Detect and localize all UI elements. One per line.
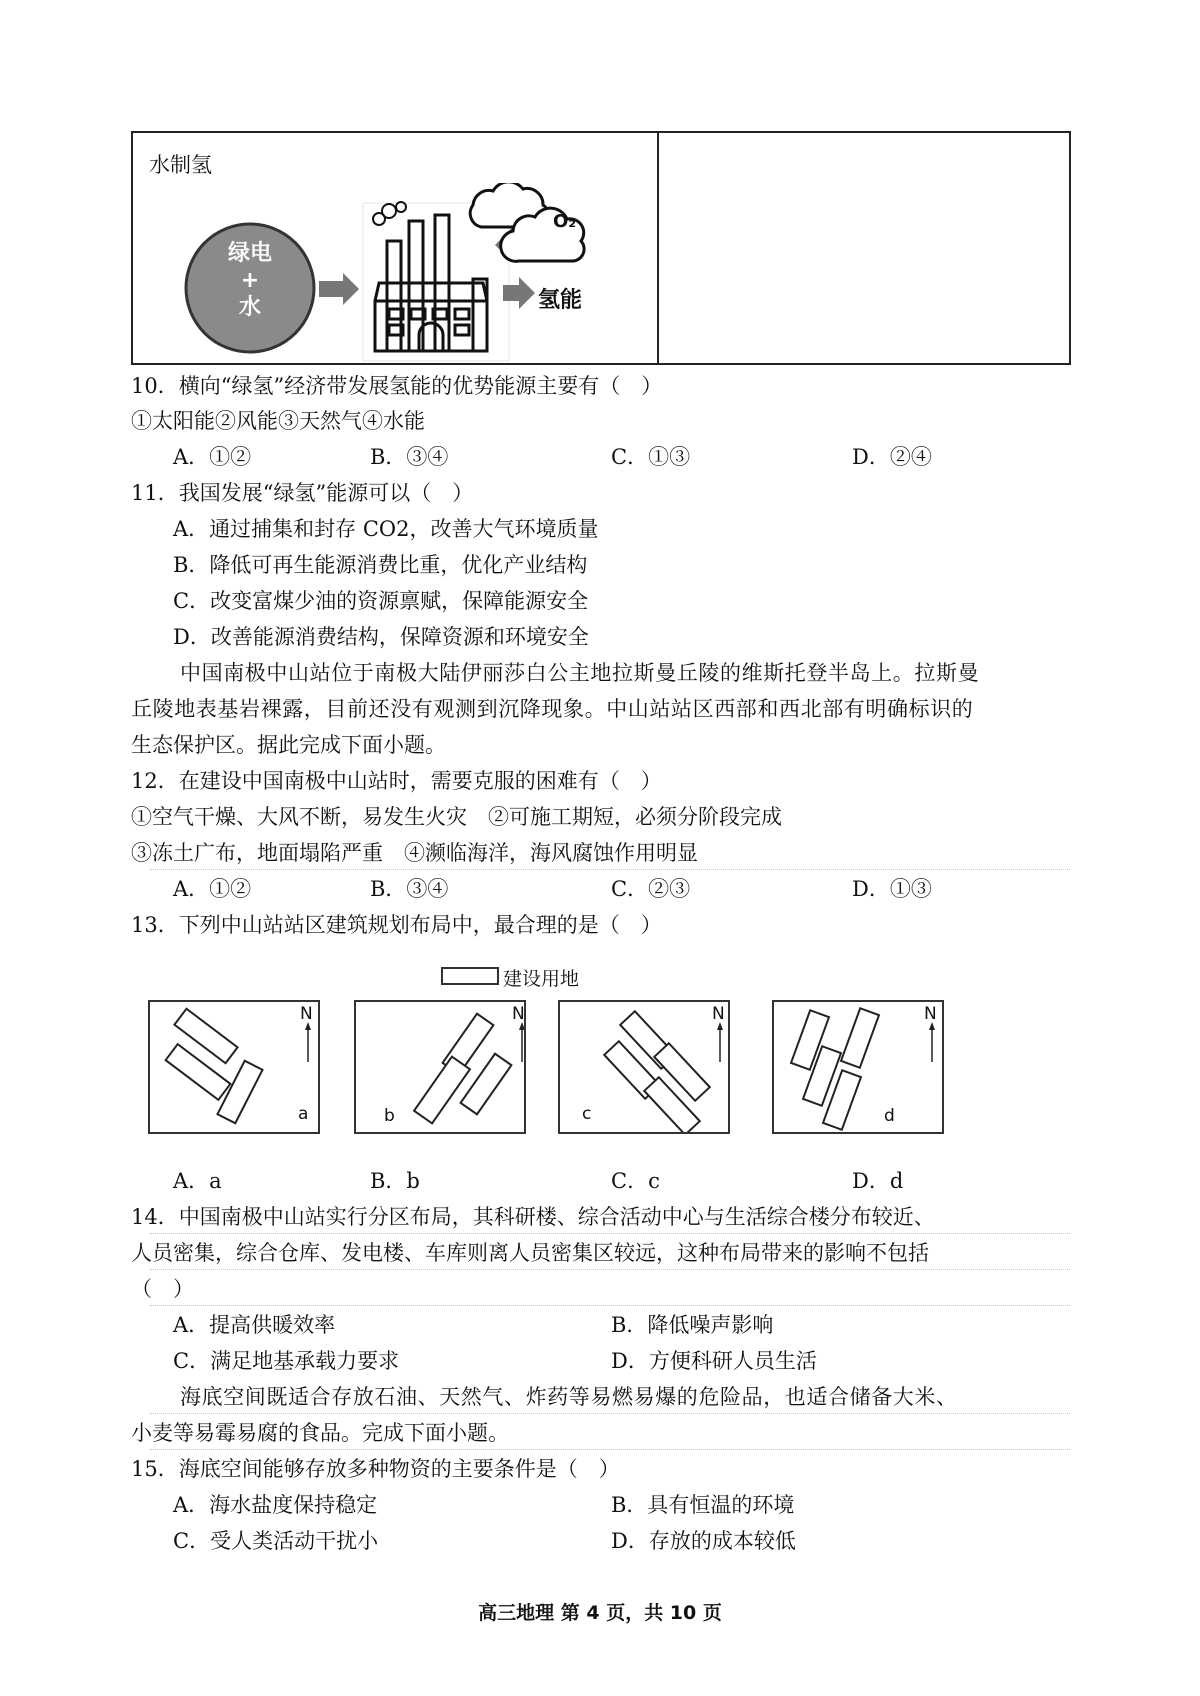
figure-caption: 水制氢	[149, 153, 212, 177]
legend-swatch	[441, 967, 499, 985]
map-c	[558, 1000, 730, 1134]
table-divider	[657, 133, 659, 363]
passage1-line1: 中国南极中山站位于南极大陆伊丽莎白公主地拉斯曼丘陵的维斯托登半岛上。拉斯曼	[180, 661, 980, 685]
map-a-label: a	[298, 1104, 309, 1124]
q14-option-d: D．方便科研人员生活	[611, 1349, 817, 1373]
q10-items: ①太阳能②风能③天然气④水能	[131, 409, 425, 433]
dotted-rule	[150, 1233, 1070, 1234]
passage2-line1: 海底空间既适合存放石油、天然气、炸药等易燃易爆的危险品，也适合储备大米、	[180, 1385, 958, 1409]
q12-stem: 12．在建设中国南极中山站时，需要克服的困难有（ ）	[131, 769, 662, 793]
map-b-label: b	[384, 1106, 395, 1126]
dotted-rule	[150, 869, 1070, 870]
oxygen-label: O₂	[553, 211, 577, 232]
q14-stem-line3: （ ）	[131, 1277, 194, 1301]
q12-option-a: A．①②	[173, 877, 252, 901]
hydrogen-label: 氢能	[538, 288, 583, 313]
north-label: N	[924, 1004, 937, 1024]
q10-option-a: A．①②	[173, 445, 252, 469]
q13-option-c: C．c	[611, 1169, 660, 1193]
q15-stem: 15．海底空间能够存放多种物资的主要条件是（ ）	[131, 1457, 620, 1481]
passage1-line2: 丘陵地表基岩裸露，目前还没有观测到沉降现象。中山站站区西部和西北部有明确标识的	[131, 697, 974, 721]
passage2-line2: 小麦等易霉易腐的食品。完成下面小题。	[131, 1421, 509, 1445]
map-d	[772, 1000, 944, 1134]
q12-option-d: D．①③	[852, 877, 932, 901]
q13-stem: 13．下列中山站站区建筑规划布局中，最合理的是（ ）	[131, 913, 662, 937]
q14-stem-line1: 14．中国南极中山站实行分区布局，其科研楼、综合活动中心与生活综合楼分布较近、	[131, 1205, 935, 1229]
circle-line-water: 水	[238, 295, 261, 320]
circle-line-plus: +	[240, 268, 260, 293]
q13-option-a: A．a	[173, 1169, 222, 1193]
q14-option-c: C．满足地基承载力要求	[173, 1349, 400, 1373]
circle-text	[213, 240, 287, 321]
map-d-label: d	[884, 1106, 895, 1126]
dotted-rule	[150, 1449, 1070, 1450]
north-label: N	[300, 1004, 313, 1024]
map-d-drawing	[774, 1002, 942, 1132]
q12-items-line2: ③冻土广布，地面塌陷严重 ④濒临海洋，海风腐蚀作用明显	[131, 841, 698, 865]
north-label: N	[512, 1004, 525, 1024]
page-footer: 高三地理 第 4 页，共 10 页	[478, 1602, 722, 1624]
q11-option-d: D．改善能源消费结构，保障资源和环境安全	[173, 625, 589, 649]
q12-option-b: B．③④	[370, 877, 449, 901]
passage1-line3: 生态保护区。据此完成下面小题。	[131, 733, 446, 757]
q11-option-b: B．降低可再生能源消费比重，优化产业结构	[173, 553, 588, 577]
arrow-to-factory	[319, 273, 359, 305]
dotted-rule	[150, 1305, 1070, 1306]
figure-table	[131, 131, 1071, 365]
map-c-label: c	[582, 1104, 592, 1124]
q13-option-b: B．b	[370, 1169, 420, 1193]
legend-label: 建设用地	[503, 968, 580, 990]
q15-option-c: C．受人类活动干扰小	[173, 1529, 379, 1553]
q11-option-c: C．改变富煤少油的资源禀赋，保障能源安全	[173, 589, 589, 613]
map-a	[148, 1000, 320, 1134]
q14-option-b: B．降低噪声影响	[611, 1313, 774, 1337]
q14-option-a: A．提高供暖效率	[173, 1313, 336, 1337]
dotted-rule	[150, 1269, 1070, 1270]
q10-option-b: B．③④	[370, 445, 449, 469]
dotted-rule	[150, 1413, 1070, 1414]
q10-option-c: C．①③	[611, 445, 691, 469]
q12-option-c: C．②③	[611, 877, 691, 901]
circle-line-green-power: 绿电	[227, 241, 272, 266]
q15-option-b: B．具有恒温的环境	[611, 1493, 795, 1517]
q10-option-d: D．②④	[852, 445, 932, 469]
q15-option-d: D．存放的成本较低	[611, 1529, 796, 1553]
q15-option-a: A．海水盐度保持稳定	[173, 1493, 378, 1517]
q12-items-line1: ①空气干燥、大风不断，易发生火灾 ②可施工期短，必须分阶段完成	[131, 805, 782, 829]
q10-stem: 10．横向“绿氢”经济带发展氢能的优势能源主要有（ ）	[131, 374, 663, 398]
map-b	[354, 1000, 526, 1134]
q11-stem: 11．我国发展“绿氢”能源可以（ ）	[131, 481, 474, 505]
q14-stem-line2: 人员密集，综合仓库、发电楼、车库则离人员密集区较远，这种布局带来的影响不包括	[131, 1241, 929, 1265]
q11-option-a: A．通过捕集和封存 CO2，改善大气环境质量	[173, 517, 599, 541]
map-a-drawing	[150, 1002, 318, 1132]
q13-option-d: D．d	[852, 1169, 904, 1193]
map-b-drawing	[356, 1002, 524, 1132]
north-label: N	[712, 1004, 725, 1024]
